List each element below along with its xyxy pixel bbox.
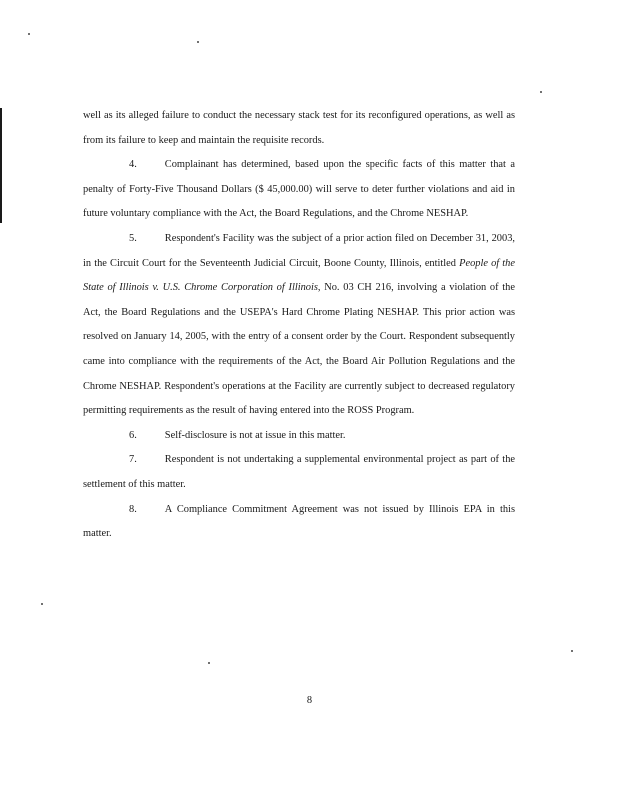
paragraph-text: Self-disclosure is not at issue in this matter.: [164, 429, 346, 441]
page-number: 8: [306, 695, 313, 706]
paragraph-text: Complainant has determined, based upon the specific facts of this matter that a penalty of Forty-Five Thousand Dollars ($ 45,000.00) will serve to deter further violations and aid in future voluntary compliance with the Act, the Board Regulations, and the Chrome NESHAP.: [83, 159, 515, 220]
paragraph-7: [83, 448, 515, 497]
paragraph-text: Respondent is not undertaking a supplemental environmental project as part of the settlement of this matter.: [83, 454, 515, 490]
paragraph-8: [83, 498, 515, 547]
paragraph-text: well as its alleged failure to conduct the necessary stack test for its reconfigured operations, as well as from its failure to keep and maintain the requisite records.: [83, 110, 515, 146]
paragraph-text: , No. 03 CH 216, involving a violation of the Act, the Board Regulations and the USEPA's Hard Chrome Plating NESHAP. This prior action was resolved on January 14, 2005, with the entry of a consent order by the Court. Respondent subsequently came into compliance with the requirements of the Act, the Board Air Pollution Regulations and the Chrome NESHAP. Respondent's operations at the Facility are currently subject to decreased regulatory permitting requirements as the result of having entered into the ROSS Program.: [83, 282, 515, 417]
scan-speck: [197, 41, 199, 43]
document-body: [83, 104, 515, 547]
paragraph-4: [83, 153, 515, 227]
paragraph-6: [83, 424, 515, 449]
scan-speck: [540, 91, 542, 93]
scan-speck: [571, 650, 573, 652]
paragraph-5: [83, 227, 515, 424]
paragraph-number: 8.: [129, 503, 137, 515]
scan-speck: [41, 603, 43, 605]
scan-speck: [208, 662, 210, 664]
scan-speck: [28, 33, 30, 35]
case-citation: People of the State of Illinois v. U.S. Chrome Corporation of Illinois: [83, 257, 515, 294]
paragraph-text: Respondent's Facility was the subject of a prior action filed on December 31, 2003, in the Circuit Court for the Seventeenth Judicial Circuit, Boone County, Illinois, entitled: [83, 232, 515, 269]
paragraph-text: A Compliance Commitment Agreement was not issued by Illinois EPA in this matter.: [83, 503, 515, 540]
scan-edge-mark: [0, 108, 2, 223]
paragraph-number: 4.: [129, 159, 137, 171]
paragraph-number: 5.: [129, 232, 137, 244]
paragraph-number: 6.: [129, 429, 137, 441]
paragraph-number: 7.: [129, 454, 137, 466]
paragraph-continuation: [83, 104, 515, 153]
